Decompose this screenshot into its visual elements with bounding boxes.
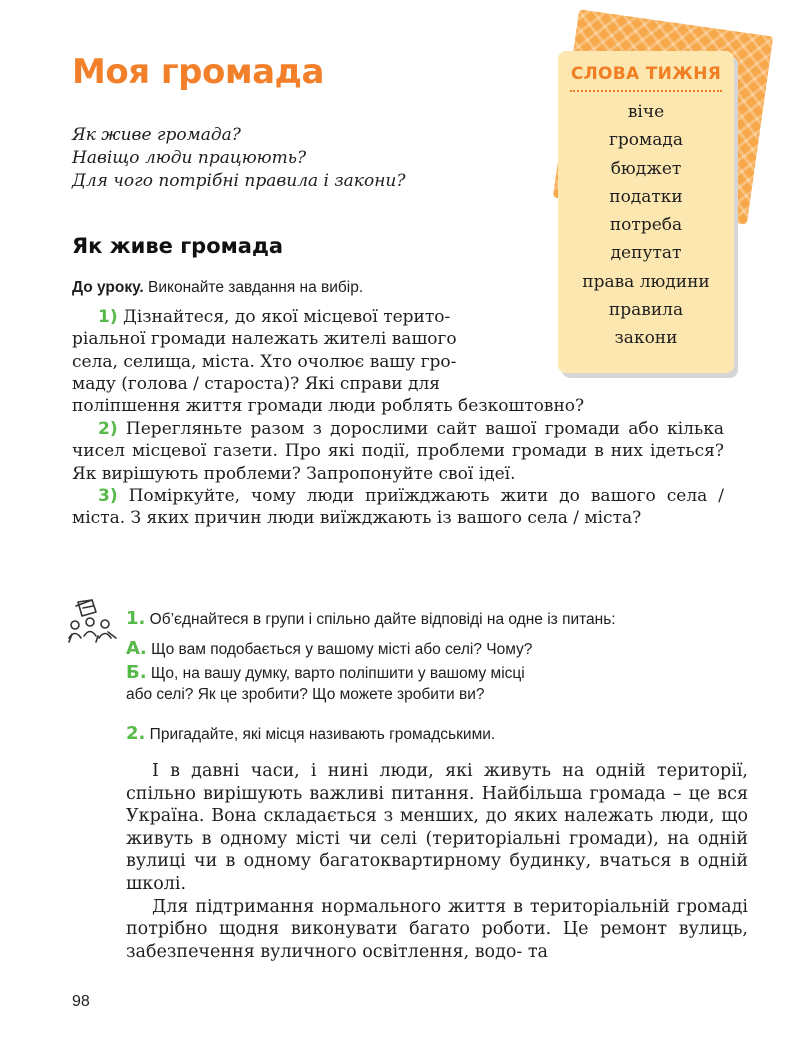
item-line: поліпшення життя громади люди роблять безкоштовно? xyxy=(72,396,585,417)
word-item: потреба xyxy=(609,215,683,236)
word-item: бюджет xyxy=(610,158,682,179)
paragraph: І в давні часи, і нині люди, які живуть на одній території, спільно вирішують важливі питання. Найбільша громада – це вся Україна. Вона складається з менших, до яких належать люди, що живуть в одному місті чи селі (територіальні громади), на одній вулиці чи в одному багатоквартирному будинку, вчаться в одній школі. xyxy=(126,761,748,894)
words-of-week-box xyxy=(558,51,734,373)
word-item: громада xyxy=(609,130,683,151)
task-number: 2. xyxy=(126,723,146,744)
task-text: Пригадайте, які місця називають громадськими. xyxy=(145,726,496,743)
task-number: 1. xyxy=(126,608,146,629)
task-item-2 xyxy=(72,418,724,485)
group-task-1 xyxy=(126,608,616,631)
group-task-2 xyxy=(126,723,495,746)
item-number: 2) xyxy=(98,419,118,439)
pre-lesson-text: Виконайте завдання на вибір. xyxy=(143,279,364,296)
option-b xyxy=(126,662,525,685)
paragraph: Для підтримання нормального життя в територіальній громаді потрібно щодня виконувати багато роботи. Це ремонт вулиць, забезпечення вуличного освітлення, водо- та xyxy=(126,896,748,962)
item-text: Поміркуйте, чому люди приїжджають жити до вашого села / міста. З яких причин люди виїжджають із вашого села / міста? xyxy=(72,485,724,529)
main-text xyxy=(126,760,748,963)
word-item: віче xyxy=(627,102,665,122)
task-items-2-3 xyxy=(72,418,724,529)
section-heading: Як живе громада xyxy=(72,234,284,258)
words-box-title: СЛОВА ТИЖНЯ xyxy=(570,64,722,84)
item-text: Перегляньте разом з дорослими сайт вашої громади або кілька чисел місцевої газети. Про які події, проблеми громади в них ідеться? Як вирішують проблеми? Запропонуйте свої ідеї. xyxy=(72,419,724,484)
option-text: Що, на вашу думку, варто поліпшити у вашому місці xyxy=(146,665,525,682)
option-a xyxy=(126,638,532,661)
word-item: податки xyxy=(609,186,683,207)
question: Для чого потрібні правила і закони? xyxy=(72,171,406,191)
group-discussion-icon xyxy=(66,598,120,646)
pre-lesson-label: До уроку. xyxy=(72,279,144,296)
question: Як живе громада? xyxy=(72,125,241,145)
word-item: депутат xyxy=(610,243,682,264)
task-item-3 xyxy=(72,485,724,530)
task-text: Об’єднайтеся в групи і спільно дайте відповіді на одне із питань: xyxy=(145,611,616,628)
item-line: села, селища, міста. Хто очолює вашу гро- xyxy=(72,351,457,372)
word-item: закони xyxy=(614,328,678,349)
pre-lesson-instruction xyxy=(72,279,363,297)
option-label: А. xyxy=(126,638,147,659)
option-text: Що вам подобається у вашому місті або селі? Чому? xyxy=(146,641,533,658)
word-item: права людини xyxy=(582,271,710,292)
dotted-divider xyxy=(570,90,722,92)
item-number: 1) xyxy=(98,307,118,327)
item-number: 3) xyxy=(98,485,118,506)
page-title: Моя громада xyxy=(72,52,324,92)
word-item: правила xyxy=(608,300,684,321)
words-list xyxy=(558,98,734,353)
option-label: Б. xyxy=(126,662,147,683)
intro-questions xyxy=(72,124,405,193)
item-line: маду (голова / староста)? Які справи для xyxy=(72,373,441,394)
item-line: Дізнайтеся, до якої місцевої терито- xyxy=(117,307,451,327)
item-line: ріальної громади належать жителі вашого xyxy=(72,329,457,350)
task-item-1 xyxy=(72,306,585,417)
option-b-cont: або селі? Як це зробити? Що можете зробити ви? xyxy=(126,686,485,703)
page-number: 98 xyxy=(72,993,90,1010)
question: Навіщо люди працюють? xyxy=(72,148,307,168)
